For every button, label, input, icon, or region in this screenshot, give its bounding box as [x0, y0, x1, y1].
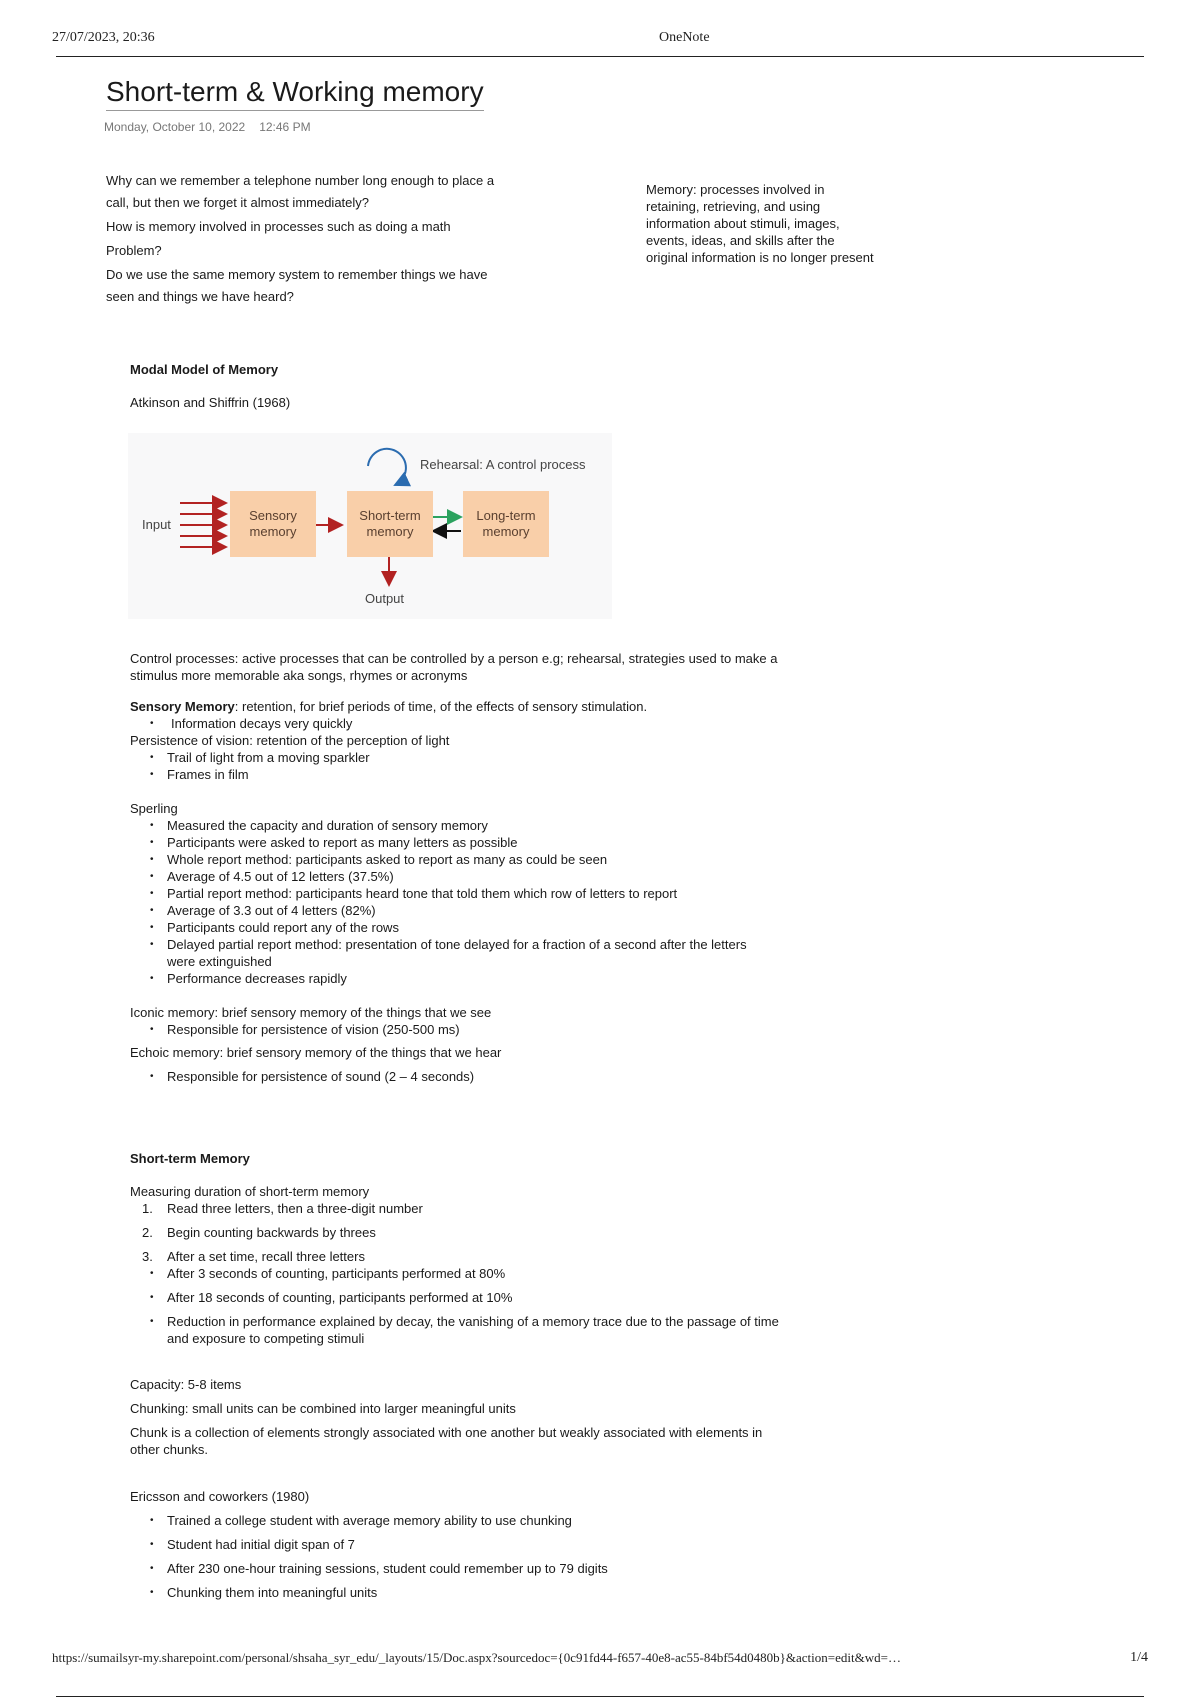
- list-item: • Participants could report any of the rows: [167, 919, 790, 936]
- short-term-memory-box: Short-term memory: [347, 491, 433, 557]
- date-text: Monday, October 10, 2022: [104, 120, 246, 134]
- list-item: • Student had initial digit span of 7: [167, 1536, 790, 1553]
- persistence-text: Persistence of vision: retention of the perception of light: [130, 733, 450, 748]
- question-line: Problem?: [106, 243, 162, 258]
- input-arrows: [180, 503, 226, 547]
- echoic-bullets: [130, 1068, 790, 1085]
- list-item: 2. Begin counting backwards by threes: [142, 1225, 376, 1240]
- list-item: • After 18 seconds of counting, participants performed at 10%: [167, 1289, 790, 1306]
- stm-steps: [130, 1200, 790, 1265]
- page-title: Short-term & Working memory: [106, 76, 484, 111]
- memory-definition-note: Memory: processes involved in retaining, retrieving, and using information about stimuli, images, events, ideas, and skills after the original information is no longer present: [646, 182, 874, 265]
- control-processes-text: Control processes: active processes that can be controlled by a person e.g; rehearsal, strategies used to make a stimulus more memorable aka songs, rhymes or acronyms: [130, 651, 778, 683]
- print-footer: [52, 1650, 1148, 1666]
- stm-heading: Short-term Memory: [130, 1151, 250, 1166]
- sensory-memory-term: Sensory Memory: [130, 699, 235, 714]
- list-item: • Information decays very quickly: [167, 715, 790, 732]
- sensory-memory-def: : retention, for brief periods of time, of the effects of sensory stimulation.: [234, 699, 648, 714]
- app-name: OneNote: [659, 30, 710, 45]
- question-line: call, but then we forget it almost immediately?: [106, 195, 370, 210]
- persistence-bullets: [130, 749, 790, 783]
- question-line: Do we use the same memory system to remember things we have: [106, 267, 488, 282]
- list-item: 1. Read three letters, then a three-digit number: [142, 1201, 423, 1216]
- iconic-memory-text: Iconic memory: brief sensory memory of the things that we see: [130, 1005, 492, 1020]
- question-line: How is memory involved in processes such as doing a math: [106, 219, 451, 234]
- list-item: • After 3 seconds of counting, participants performed at 80%: [167, 1265, 790, 1282]
- ericsson-bullets: [130, 1512, 790, 1601]
- list-item: 3. After a set time, recall three letters: [142, 1249, 365, 1264]
- rehearsal-label: Rehearsal: A control process: [420, 457, 586, 472]
- modal-model-heading: Modal Model of Memory: [130, 362, 279, 377]
- capacity-text: Capacity: 5-8 items: [130, 1377, 242, 1392]
- long-term-memory-box: Long-term memory: [463, 491, 549, 557]
- list-item: • Reduction in performance explained by decay, the vanishing of a memory trace due to the passage of time and exposure to competing stimuli: [167, 1313, 790, 1347]
- echoic-memory-text: Echoic memory: brief sensory memory of the things that we hear: [130, 1045, 502, 1060]
- rehearsal-loop-arrow: [368, 449, 406, 485]
- sperling-bullets: [130, 817, 790, 987]
- list-item: • Measured the capacity and duration of sensory memory: [167, 817, 790, 834]
- list-item: • Partial report method: participants heard tone that told them which row of letters to report: [167, 885, 790, 902]
- sensory-bullets: [130, 715, 790, 732]
- list-item: • Trail of light from a moving sparkler: [167, 749, 790, 766]
- list-item: • Performance decreases rapidly: [167, 970, 790, 987]
- modal-model-citation: Atkinson and Shiffrin (1968): [130, 395, 291, 410]
- list-item: • Average of 4.5 out of 12 letters (37.5%): [167, 868, 790, 885]
- output-label: Output: [365, 591, 405, 606]
- footer-divider: [56, 1696, 1144, 1697]
- list-item: • Responsible for persistence of sound (2 – 4 seconds): [167, 1068, 790, 1085]
- iconic-bullets: [130, 1021, 790, 1038]
- stm-results: [130, 1265, 790, 1347]
- header-divider: [56, 56, 1144, 57]
- list-item: • Whole report method: participants asked to report as many as could be seen: [167, 851, 790, 868]
- list-item: • Frames in film: [167, 766, 790, 783]
- intro-questions: [106, 173, 526, 313]
- question-line: Why can we remember a telephone number long enough to place a: [106, 173, 495, 188]
- list-item: • Responsible for persistence of vision (250-500 ms): [167, 1021, 790, 1038]
- chunking-text: Chunking: small units can be combined into larger meaningful units: [130, 1401, 516, 1416]
- list-item: • Trained a college student with average memory ability to use chunking: [167, 1512, 790, 1529]
- sperling-heading: Sperling: [130, 801, 178, 816]
- stm-measuring-text: Measuring duration of short-term memory: [130, 1184, 370, 1199]
- page-number: 1/4: [1130, 1650, 1148, 1665]
- page-date: [104, 120, 311, 134]
- question-line: seen and things we have heard?: [106, 289, 294, 304]
- print-datetime: 27/07/2023, 20:36: [52, 30, 155, 45]
- ericsson-heading: Ericsson and coworkers (1980): [130, 1489, 310, 1504]
- list-item: • After 230 one-hour training sessions, student could remember up to 79 digits: [167, 1560, 790, 1577]
- list-item: • Chunking them into meaningful units: [167, 1584, 790, 1601]
- list-item: • Average of 3.3 out of 4 letters (82%): [167, 902, 790, 919]
- chunk-definition-text: Chunk is a collection of elements strongly associated with one another but weakly associated with elements in other chunks.: [130, 1425, 763, 1457]
- sensory-memory-definition: [130, 698, 790, 715]
- source-url: https://sumailsyr-my.sharepoint.com/personal/shsaha_syr_edu/_layouts/15/Doc.aspx?sourcedoc={0c91fd44-f657-40e8-ac55-84bf54d0480b}&action=edit&wd=…: [52, 1650, 901, 1665]
- time-text: 12:46 PM: [259, 120, 311, 134]
- input-label: Input: [142, 517, 171, 532]
- sensory-memory-box: Sensory memory: [230, 491, 316, 557]
- list-item: • Delayed partial report method: presentation of tone delayed for a fraction of a second after the letters were extinguished: [167, 936, 790, 970]
- list-item: • Participants were asked to report as many letters as possible: [167, 834, 790, 851]
- modal-model-diagram: [128, 433, 612, 619]
